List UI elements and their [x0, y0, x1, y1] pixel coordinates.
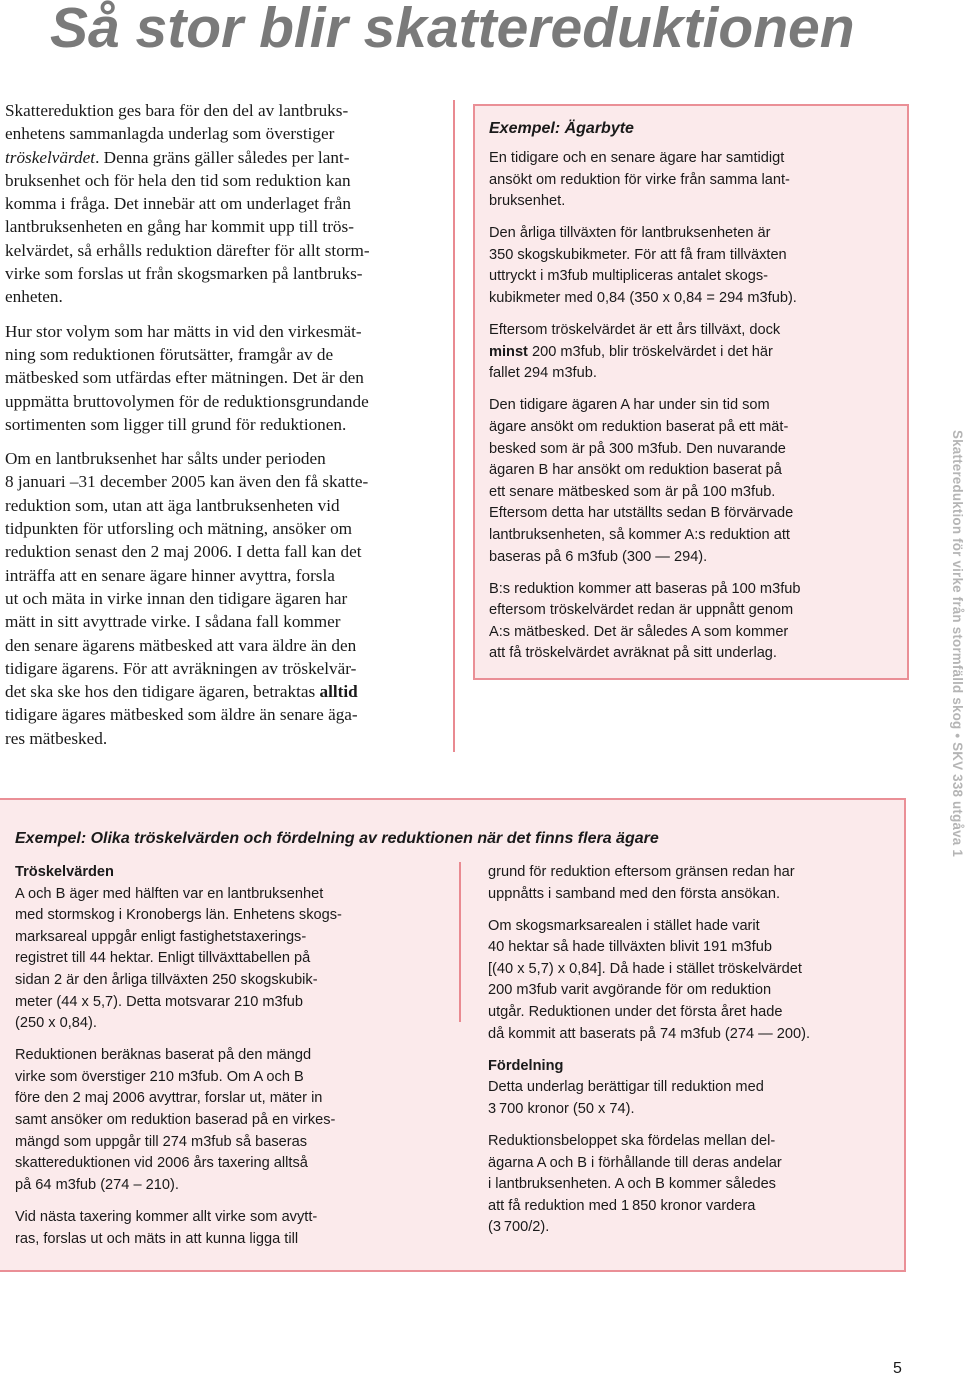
intro-column: [5, 99, 445, 761]
example-left-column: [15, 862, 435, 1261]
text-line: inträffa att en senare ägare hinner avyttra, forsla: [5, 565, 335, 585]
text-line: Reduktionen beräknas baserat på den mängd: [15, 1047, 312, 1064]
term-threshold: tröskelvärdet: [5, 147, 96, 167]
example-paragraph: [489, 320, 893, 385]
text-line: virke som överstiger 210 m3fub. Om A och B: [15, 1068, 304, 1085]
text-fragment: 200 m3fub, blir tröskelvärdet i det här: [527, 343, 773, 360]
text-line: Eftersom detta har utställts sedan B förvärvade: [489, 505, 794, 522]
example-paragraph: [15, 1207, 435, 1250]
column-divider: [459, 862, 461, 1022]
subheading-thresholds: Tröskelvärden: [15, 864, 114, 880]
text-line: på 64 m3fub (274 – 210).: [15, 1176, 179, 1193]
example-paragraph: [15, 1045, 435, 1196]
text-line: [5, 680, 445, 703]
side-running-title: Skattereduktion för virke från stormfälld skog • SKV 338 utgåva 1: [950, 430, 965, 857]
page-title: Så stor blir skattereduktionen: [50, 0, 855, 60]
example-right-column: [488, 862, 894, 1250]
text-line: [489, 342, 893, 364]
text-line: ägare ansökt om reduktion baserat på ett mät-: [489, 419, 789, 436]
text-line: uppnåtts i samband med den första ansökan.: [488, 885, 781, 902]
text-line: tidpunkten för utforsling och mätning, ansöker om: [5, 519, 353, 539]
example-paragraph: [488, 1077, 894, 1120]
text-line: ras, forslas ut och mäts in att kunna ligga till: [15, 1230, 299, 1247]
intro-paragraph-2: [5, 320, 445, 436]
text-line: mätt in sitt avyttrade virke. I sådana fall kommer: [5, 612, 341, 632]
intro-paragraph-1: [5, 99, 445, 309]
text-line: mätbesked som utfärdas efter mätningen. Det är den: [5, 368, 364, 388]
text-line: reduktion senast den 2 maj 2006. I detta fall kan det: [5, 542, 362, 562]
text-line: B:s reduktion kommer att baseras på 100 m3fub: [489, 580, 801, 597]
text-line: att få tröskelvärdet avräknat på sitt underlag.: [489, 645, 777, 662]
example-box-heading: Exempel: Olika tröskelvärden och fördelning av reduktionen när det finns flera ägare: [15, 830, 659, 847]
text-line: uppmätta bruttovolymen för de reduktionsgrundande: [5, 391, 369, 411]
text-line: utgår. Reduktionen under det första året hade: [488, 1004, 783, 1021]
example-paragraph: [488, 862, 894, 905]
example-box-owner-change: [473, 104, 909, 680]
text-line: i lantbruksenheten. A och B kommer således: [488, 1176, 776, 1193]
text-line: Den årliga tillväxten för lantbruksenheten är: [489, 225, 771, 242]
text-line: 3 700 kronor (50 x 74).: [488, 1100, 635, 1117]
text-line: (3 700/2).: [488, 1219, 550, 1236]
text-line: sidan 2 är den årliga tillväxten 250 skogskubik-: [15, 971, 318, 988]
text-line: Hur stor volym som har mätts in vid den virkesmät-: [5, 321, 362, 341]
text-line: lantbruksenheten, så kommer A:s reduktion att: [489, 527, 790, 543]
example-paragraph: [15, 884, 435, 1035]
text-line: skattereduktionen vid 2006 års taxering alltså: [15, 1155, 308, 1172]
page-number: 5: [893, 1360, 902, 1377]
text-line: tidigare ägarens. För att avräkningen av tröskelvär-: [5, 658, 357, 678]
emphasis-alltid: alltid: [319, 682, 358, 702]
text-line: Eftersom tröskelvärdet är ett års tillväxt, dock: [489, 322, 781, 339]
text-line: ägaren B har ansökt om reduktion baserat på: [489, 462, 782, 479]
text-line: Reduktionsbeloppet ska fördelas mellan del-: [488, 1133, 776, 1150]
example-box-heading: Exempel: Ägarbyte: [489, 120, 634, 137]
text-line: res mätbesked.: [5, 728, 108, 748]
text-line: kubikmeter med 0,84 (350 x 0,84 = 294 m3fub).: [489, 290, 797, 307]
text-line: samt ansöker om reduktion baserad på en virkes-: [15, 1112, 336, 1129]
text-line: Om en lantbruksenhet har sålts under perioden: [5, 449, 326, 469]
example-box-multiple-owners: [0, 798, 906, 1272]
text-line: 40 hektar så hade tillväxten blivit 191 m3fub: [488, 939, 772, 956]
text-line: ut och mäta in virke innan den tidigare ägaren har: [5, 588, 348, 608]
text-line: före den 2 maj 2006 avyttrar, forslar ut, mäter in: [15, 1090, 323, 1107]
text-line: Skattereduktion ges bara för den del av lantbruks-: [5, 101, 349, 120]
text-line: ansökt om reduktion för virke från samma lant-: [489, 171, 790, 188]
text-line: marksareal uppgår enligt fastighetstaxerings-: [15, 928, 307, 945]
text-line: tidigare ägares mätbesked som äldre än senare äga-: [5, 705, 358, 725]
text-fragment: . Denna gräns gäller således per lant-: [95, 147, 350, 167]
text-line: (250 x 0,84).: [15, 1015, 97, 1032]
text-line: A:s mätbesked. Det är således A som kommer: [489, 623, 789, 640]
text-line: ägarna A och B i förhållande till deras andelar: [488, 1154, 782, 1171]
text-line: Detta underlag berättigar till reduktion med: [488, 1079, 764, 1096]
example-paragraph: [489, 148, 893, 213]
text-line: bruksenhet och för hela den tid som reduktion kan: [5, 170, 351, 190]
text-line: enhetens sammanlagda underlag som överstiger: [5, 124, 335, 144]
text-line: komma i fråga. Det innebär att om underlaget från: [5, 194, 351, 214]
text-line: sortimenten som ligger till grund för reduktionen.: [5, 414, 347, 434]
example-paragraph: [489, 579, 893, 665]
text-line: [(40 x 5,7) x 0,84]. Då hade i stället tröskelvärdet: [488, 960, 802, 977]
text-line: den senare ägarens mätbesked att vara äldre än den: [5, 635, 357, 655]
text-line: 200 m3fub varit avgörande för om reduktion: [488, 982, 772, 999]
text-line: 350 skogskubikmeter. För att få fram tillväxten: [489, 246, 787, 263]
example-paragraph: [488, 1131, 894, 1239]
text-line: baseras på 6 m3fub (300 — 294).: [489, 548, 708, 565]
text-fragment: det ska ske hos den tidigare ägaren, betraktas: [5, 682, 316, 702]
text-line: Om skogsmarksarealen i stället hade varit: [488, 917, 760, 934]
emphasis-minst: minst: [489, 343, 528, 360]
text-line: mängd som uppgår till 274 m3fub så baseras: [15, 1133, 308, 1150]
example-paragraph: [488, 916, 894, 1046]
text-line: ett senare mätbesked som är på 100 m3fub.: [489, 483, 776, 500]
text-line: ning som reduktionen förutsätter, framgår av de: [5, 344, 334, 364]
text-line: [5, 146, 445, 169]
text-line: med stormskog i Kronobergs län. Enhetens skogs-: [15, 907, 342, 924]
text-line: bruksenhet.: [489, 193, 566, 210]
text-line: registret till 44 hektar. Enligt tillväxttabellen på: [15, 950, 311, 967]
example-paragraph: [489, 223, 893, 309]
intro-paragraph-3: [5, 447, 445, 750]
text-line: virke som forslas ut från skogsmarken på lantbruks-: [5, 264, 363, 284]
text-line: A och B äger med hälften var en lantbruksenhet: [15, 885, 324, 902]
column-divider: [453, 100, 455, 752]
text-line: uttryckt i m3fub multipliceras antalet skogs-: [489, 268, 769, 285]
text-line: då kommit att baserats på 74 m3fub (274 — 200).: [488, 1025, 811, 1042]
text-line: besked som är på 300 m3fub. Den nuvarande: [489, 440, 786, 457]
text-line: Den tidigare ägaren A har under sin tid som: [489, 397, 770, 414]
text-line: att få reduktion med 1 850 kronor vardera: [488, 1197, 756, 1214]
text-line: enheten.: [5, 287, 63, 307]
text-line: reduktion som, utan att äga lantbruksenheten vid: [5, 495, 340, 515]
example-paragraph: [489, 395, 893, 568]
text-line: meter (44 x 5,7). Detta motsvarar 210 m3fub: [15, 993, 303, 1010]
text-line: 8 januari –31 december 2005 kan även den få skatte-: [5, 472, 369, 492]
text-line: fallet 294 m3fub.: [489, 365, 597, 382]
text-line: grund för reduktion eftersom gränsen redan har: [488, 864, 795, 880]
text-line: En tidigare och en senare ägare har samtidigt: [489, 150, 785, 166]
text-line: lantbruksenheten en gång har kommit upp till trös-: [5, 217, 354, 237]
text-line: Vid nästa taxering kommer allt virke som avytt-: [15, 1208, 318, 1225]
subheading-distribution: Fördelning: [488, 1057, 564, 1074]
text-line: eftersom tröskelvärdet redan är uppnått genom: [489, 602, 794, 619]
text-line: kelvärdet, så erhålls reduktion därefter för allt storm-: [5, 240, 370, 260]
